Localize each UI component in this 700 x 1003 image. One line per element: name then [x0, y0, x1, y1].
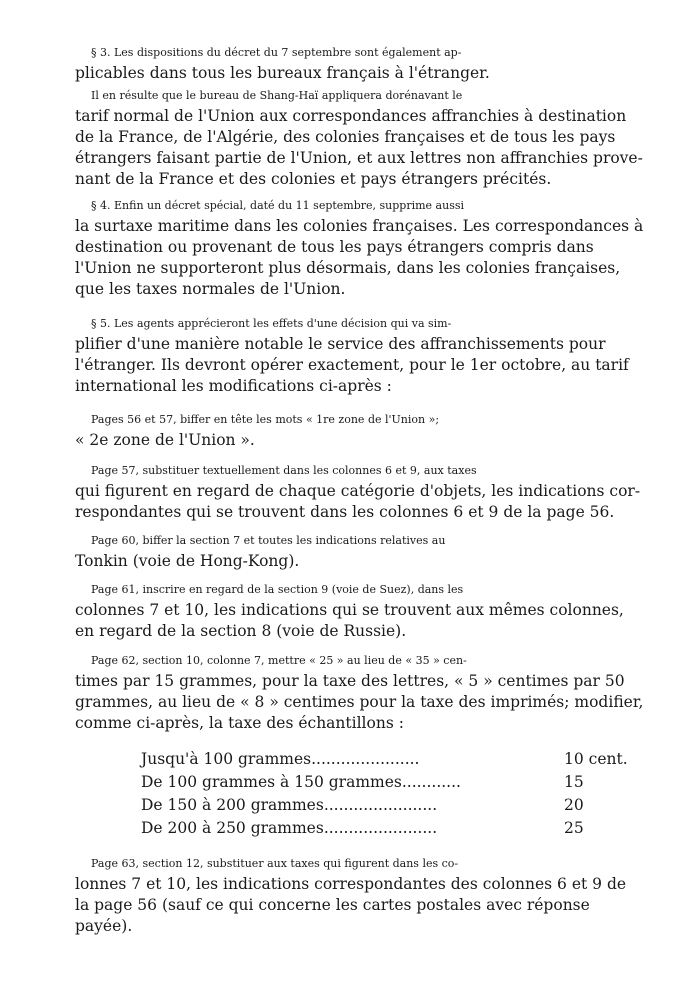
text-line: la surtaxe maritime dans les colonies françaises. Les correspondances à — [75, 217, 644, 235]
page-62-instruction — [75, 650, 649, 734]
text-line: Page 57, substituer textuellement dans les colonnes 6 et 9, aux taxes — [91, 464, 477, 477]
text-line: times par 15 grammes, pour la taxe des lettres, « 5 » centimes par 50 — [75, 672, 625, 690]
text-line: lonnes 7 et 10, les indications correspondantes des colonnes 6 et 9 de — [75, 875, 627, 893]
tariff-row — [141, 771, 641, 794]
text-line: tarif normal de l'Union aux correspondances affranchies à destination — [75, 107, 627, 125]
tariff-weight-range: De 200 à 250 grammes....................... — [141, 819, 438, 837]
text-line: qui figurent en regard de chaque catégorie d'objets, les indications cor- — [75, 482, 641, 500]
text-line: en regard de la section 8 (voie de Russie). — [75, 622, 407, 640]
text-line: destination ou provenant de tous les pays étrangers compris dans — [75, 238, 594, 256]
text-line: Tonkin (voie de Hong-Kong). — [75, 552, 300, 570]
text-line: l'Union ne supporteront plus désormais, dans les colonies françaises, — [75, 259, 621, 277]
text-line: étrangers faisant partie de l'Union, et aux lettres non affranchies prove- — [75, 149, 643, 167]
text-line: que les taxes normales de l'Union. — [75, 280, 346, 298]
page-57-instruction — [75, 460, 649, 523]
text-line: § 4. Enfin un décret spécial, daté du 11 septembre, supprime aussi — [91, 199, 465, 212]
text-line: de la France, de l'Algérie, des colonies françaises et de tous les pays — [75, 128, 616, 146]
tariff-rate: 10 cent. — [564, 750, 628, 768]
section-5-paragraph — [75, 313, 649, 397]
sample-tariff-table — [141, 748, 641, 840]
pages-56-57-instruction — [75, 409, 649, 451]
text-line: § 5. Les agents apprécieront les effets d'une décision qui va sim- — [91, 317, 452, 330]
text-line: nant de la France et des colonies et pays étrangers précités. — [75, 170, 552, 188]
text-line: « 2e zone de l'Union ». — [75, 431, 255, 449]
text-line: Page 60, biffer la section 7 et toutes les indications relatives au — [91, 534, 446, 547]
section-3-consequence-paragraph — [75, 85, 649, 190]
page-60-instruction — [75, 530, 649, 572]
text-line: la page 56 (sauf ce qui concerne les cartes postales avec réponse — [75, 896, 590, 914]
text-line: grammes, au lieu de « 8 » centimes pour la taxe des imprimés; modifier, — [75, 693, 644, 711]
section-4-paragraph — [75, 195, 649, 300]
text-line: payée). — [75, 917, 133, 935]
section-3-paragraph — [75, 42, 649, 84]
tariff-row — [141, 748, 641, 771]
tariff-weight-range: De 100 grammes à 150 grammes............ — [141, 773, 461, 791]
tariff-row — [141, 794, 641, 817]
text-line: Page 61, inscrire en regard de la section 9 (voie de Suez), dans les — [91, 583, 464, 596]
tariff-rate: 25 — [564, 819, 584, 837]
tariff-rate: 15 — [564, 773, 584, 791]
text-line: Pages 56 et 57, biffer en tête les mots « 1re zone de l'Union »; — [91, 413, 440, 426]
text-line: l'étranger. Ils devront opérer exactement, pour le 1er octobre, au tarif — [75, 356, 629, 374]
text-line: § 3. Les dispositions du décret du 7 septembre sont également ap- — [91, 46, 462, 59]
page-61-instruction — [75, 579, 649, 642]
text-line: comme ci-après, la taxe des échantillons : — [75, 714, 404, 732]
tariff-weight-range: De 150 à 200 grammes....................... — [141, 796, 438, 814]
text-line: plifier d'une manière notable le service des affranchissements pour — [75, 335, 606, 353]
tariff-weight-range: Jusqu'à 100 grammes...................... — [141, 750, 420, 768]
page-63-instruction — [75, 853, 649, 937]
tariff-rate: 20 — [564, 796, 584, 814]
text-line: international les modifications ci-après : — [75, 377, 392, 395]
text-line: plicables dans tous les bureaux français à l'étranger. — [75, 64, 490, 82]
text-line: Page 63, section 12, substituer aux taxes qui figurent dans les co- — [91, 857, 459, 870]
text-line: respondantes qui se trouvent dans les colonnes 6 et 9 de la page 56. — [75, 503, 615, 521]
text-line: Il en résulte que le bureau de Shang-Haï appliquera dorénavant le — [91, 89, 463, 102]
text-line: colonnes 7 et 10, les indications qui se trouvent aux mêmes colonnes, — [75, 601, 624, 619]
tariff-row — [141, 817, 641, 840]
text-line: Page 62, section 10, colonne 7, mettre « 25 » au lieu de « 35 » cen- — [91, 654, 467, 667]
